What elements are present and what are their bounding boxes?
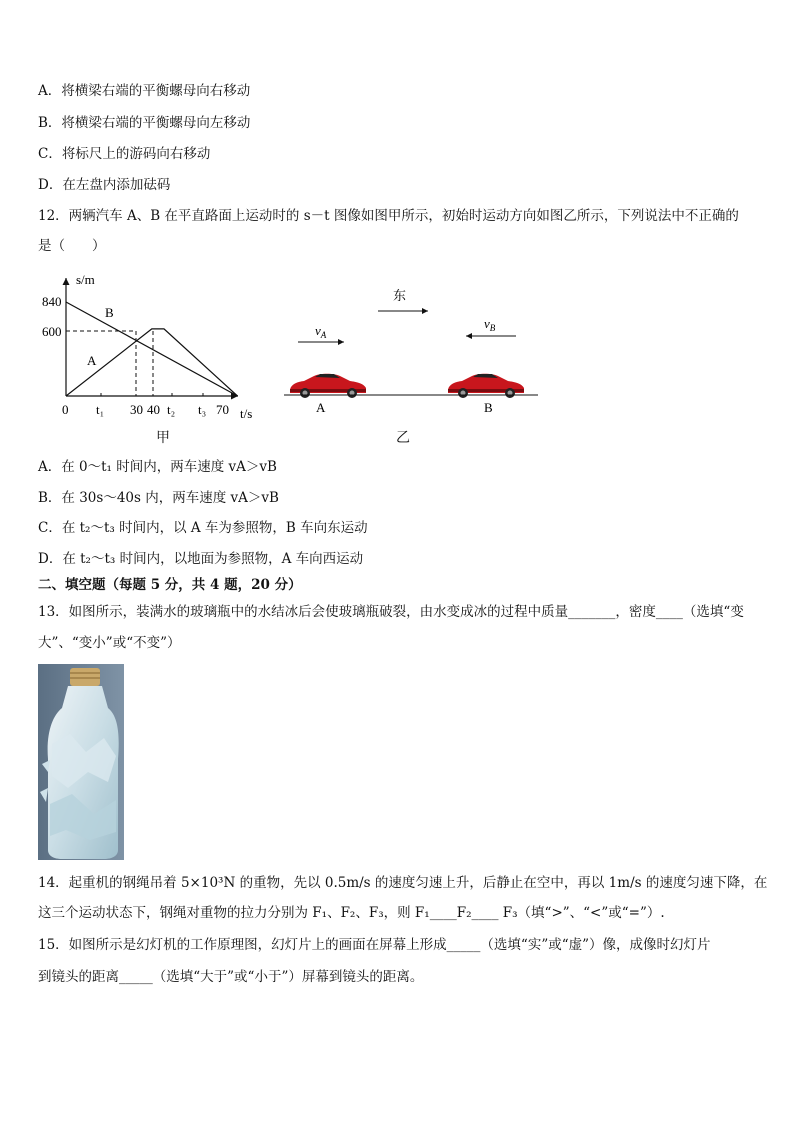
- q12-option-a: A．在 0～t₁ 时间内，两车速度 vA＞vB: [38, 459, 277, 475]
- q12-stem-cont: 是（ ）: [38, 238, 106, 254]
- x-tick-t3: t₃: [198, 402, 207, 417]
- series-line-b: [66, 302, 238, 396]
- q15-stem: 15．如图所示是幻灯机的工作原理图，幻灯片上的画面在屏幕上形成_____（选填“实”或“虚”）像，成像时幻灯片: [38, 937, 711, 953]
- x-tick-70: 70: [216, 402, 229, 417]
- x-tick-30: 30: [130, 402, 143, 417]
- figure-yi-caption: 乙: [396, 430, 410, 446]
- direction-east-label: 东: [393, 288, 407, 303]
- car-b: [448, 374, 524, 398]
- q12-option-d: D．在 t₂～t₃ 时间内，以地面为参照物，A 车向西运动: [38, 551, 364, 567]
- y-tick-600: 600: [42, 324, 62, 339]
- figure-jia-caption: 甲: [156, 430, 170, 446]
- x-tick-0: 0: [62, 402, 69, 417]
- q13-stem: 13．如图所示，装满水的玻璃瓶中的水结冰后会使玻璃瓶破裂，由水变成冰的过程中质量_______，密度____（选填“变: [38, 604, 744, 620]
- q11-option-a: A．将横梁右端的平衡螺母向右移动: [38, 83, 251, 99]
- car-b-label: B: [484, 400, 493, 415]
- q11-option-b: B．将横梁右端的平衡螺母向左移动: [38, 115, 251, 131]
- figure-jia-st-graph: [36, 270, 276, 430]
- q14-stem-cont: 这三个运动状态下，钢绳对重物的拉力分别为 F₁、F₂、F₃，则 F₁____F₂____ F₃（填“>”、“<”或“=”）.: [38, 905, 665, 921]
- frozen-bottle-photo: [38, 664, 124, 860]
- q12-option-c: C．在 t₂～t₃ 时间内，以 A 车为参照物，B 车向东运动: [38, 520, 368, 536]
- q15-stem-cont: 到镜头的距离_____（选填“大于”或“小于”）屏幕到镜头的距离。: [38, 969, 424, 985]
- y-axis-label: s/m: [76, 272, 95, 287]
- speed-a-label: $v_A$: [315, 323, 327, 340]
- section-title: 二、填空题（每题 5 分，共 4 题，20 分）: [38, 577, 302, 593]
- q12-option-b: B．在 30s～40s 内，两车速度 vA＞vB: [38, 490, 279, 506]
- q11-option-d: D．在左盘内添加砝码: [38, 177, 171, 193]
- series-label-b: B: [105, 305, 114, 320]
- x-tick-t2: t₂: [167, 402, 176, 417]
- series-label-a: A: [87, 353, 97, 368]
- car-a: [290, 374, 366, 398]
- speed-b-label: $v_B$: [484, 316, 496, 333]
- x-tick-40: 40: [147, 402, 160, 417]
- figure-yi-cars: [278, 285, 548, 425]
- x-axis-label: t/s: [240, 406, 253, 421]
- q12-stem: 12．两辆汽车 A、B 在平直路面上运动时的 s－t 图像如图甲所示，初始时运动方向如图乙所示，下列说法中不正确的: [38, 208, 739, 224]
- q13-stem-cont: 大”、“变小”或“不变”）: [38, 635, 181, 651]
- q11-option-c: C．将标尺上的游码向右移动: [38, 146, 211, 162]
- car-a-label: A: [316, 400, 326, 415]
- y-tick-840: 840: [42, 294, 62, 309]
- q14-stem: 14．起重机的钢绳吊着 5×10³N 的重物，先以 0.5m/s 的速度匀速上升，后静止在空中，再以 1m/s 的速度匀速下降，在: [38, 875, 768, 891]
- x-tick-t1: t₁: [96, 402, 105, 417]
